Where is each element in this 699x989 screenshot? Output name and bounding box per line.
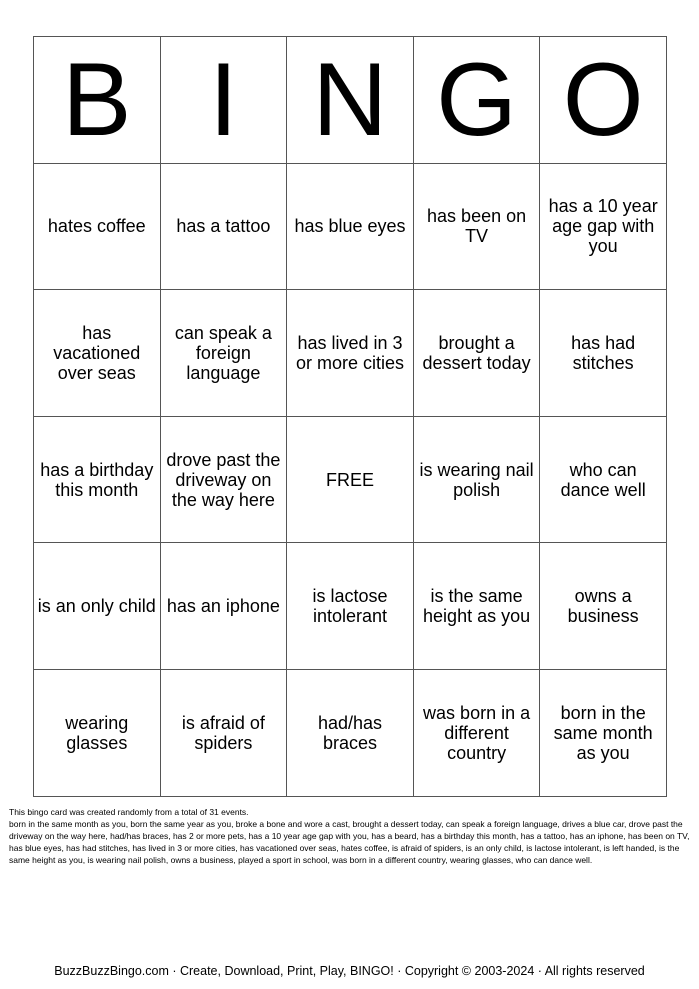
bingo-cell: born in the same month as you <box>540 669 667 796</box>
bingo-cell: has blue eyes <box>287 163 414 290</box>
bingo-cell: was born in a different country <box>413 669 540 796</box>
bingo-cell: has a 10 year age gap with you <box>540 163 667 290</box>
header-letter-g: G <box>413 37 540 164</box>
bingo-cell: brought a dessert today <box>413 290 540 417</box>
bingo-cell: has been on TV <box>413 163 540 290</box>
notes-summary: This bingo card was created randomly from a total of 31 events. <box>9 807 249 817</box>
bingo-cell: who can dance well <box>540 416 667 543</box>
notes-event-list: born in the same month as you, born the same year as you, broke a bone and wore a cast, brought a dessert today, can speak a foreign language, drives a blue car, drove past the driveway on the way here, had/has braces, has 2 or more pets, has a 10 year age gap with you, has a beard, has a birthday this month, has a tattoo, has an iphone, has been on TV, has blue eyes, has had stitches, has lived in 3 or more cities, has vacationed over seas, hates coffee, is afraid of spiders, is an only child, is lactose intolerant, is left handed, is the same height as you, is wearing nail polish, owns a business, played a sport in school, was born in a different country, wearing glasses, who can dance well. <box>9 819 690 865</box>
header-row <box>34 37 667 164</box>
bingo-cell: is afraid of spiders <box>160 669 287 796</box>
bingo-cell: has a tattoo <box>160 163 287 290</box>
free-space-cell: FREE <box>287 416 414 543</box>
bingo-cell: is wearing nail polish <box>413 416 540 543</box>
bingo-row <box>34 543 667 670</box>
bingo-cell: has had stitches <box>540 290 667 417</box>
bingo-row <box>34 416 667 543</box>
bingo-card <box>33 36 667 797</box>
header-letter-b: B <box>34 37 161 164</box>
card-notes <box>9 806 691 866</box>
bingo-cell: wearing glasses <box>34 669 161 796</box>
bingo-cell: owns a business <box>540 543 667 670</box>
bingo-cell: hates coffee <box>34 163 161 290</box>
header-letter-o: O <box>540 37 667 164</box>
header-letter-n: N <box>287 37 414 164</box>
bingo-cell: can speak a foreign language <box>160 290 287 417</box>
bingo-cell: has a birthday this month <box>34 416 161 543</box>
bingo-cell: has an iphone <box>160 543 287 670</box>
bingo-row <box>34 163 667 290</box>
bingo-cell: is the same height as you <box>413 543 540 670</box>
bingo-row <box>34 669 667 796</box>
bingo-cell: had/has braces <box>287 669 414 796</box>
bingo-cell: is an only child <box>34 543 161 670</box>
bingo-cell: has lived in 3 or more cities <box>287 290 414 417</box>
bingo-cell: is lactose intolerant <box>287 543 414 670</box>
bingo-row <box>34 290 667 417</box>
header-letter-i: I <box>160 37 287 164</box>
bingo-cell: drove past the driveway on the way here <box>160 416 287 543</box>
footer-copyright: BuzzBuzzBingo.com · Create, Download, Print, Play, BINGO! · Copyright © 2003-2024 · All rights reserved <box>54 964 645 978</box>
bingo-cell: has vacationed over seas <box>34 290 161 417</box>
